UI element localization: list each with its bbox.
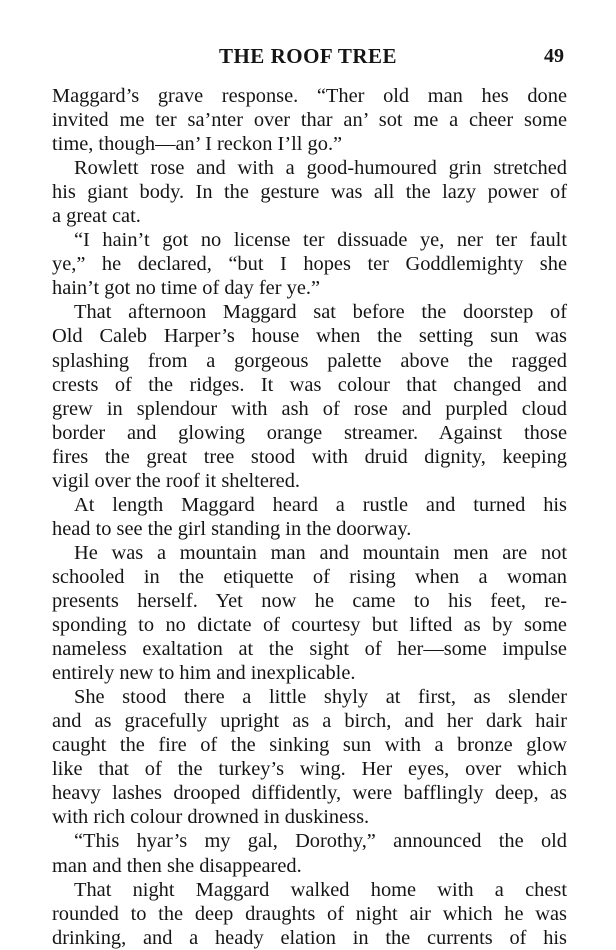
running-title: THE ROOF TREE xyxy=(218,44,398,68)
text-line: nameless exaltation at the sight of her—some impulse xyxy=(52,638,567,661)
text-line: his giant body. In the gesture was all the lazy power of xyxy=(52,181,567,204)
running-header xyxy=(0,44,616,74)
text-line: Rowlett rose and with a good-humoured grin stretched xyxy=(74,157,567,180)
text-line: splashing from a gorgeous palette above the ragged xyxy=(52,349,567,372)
text-line: crests of the ridges. It was colour that changed and xyxy=(52,373,567,396)
text-line: That night Maggard walked home with a chest xyxy=(74,878,567,901)
text-line: time, though—an’ I reckon I’ll go.” xyxy=(52,133,343,156)
text-line: head to see the girl standing in the doorway. xyxy=(52,517,412,540)
text-line: ye,” he declared, “but I hopes ter Goddlemighty she xyxy=(52,253,567,276)
text-line: caught the fire of the sinking sun with a bronze glow xyxy=(52,734,567,757)
body-text xyxy=(52,84,567,950)
text-line: vigil over the roof it sheltered. xyxy=(52,469,301,492)
text-line: That afternoon Maggard sat before the doorstep of xyxy=(74,301,567,324)
text-line: “This hyar’s my gal, Dorothy,” announced the old xyxy=(74,830,567,853)
text-line: She stood there a little shyly at first, as slender xyxy=(74,686,567,709)
text-line: man and then she disappeared. xyxy=(52,854,302,877)
text-line: Maggard’s grave response. “Ther old man hes done xyxy=(52,85,567,107)
text-line: He was a mountain man and mountain men are not xyxy=(74,541,567,564)
text-line: sponding to no dictate of courtesy but lifted as by some xyxy=(52,614,567,637)
text-line: At length Maggard heard a rustle and turned his xyxy=(74,493,567,516)
text-line: rounded to the deep draughts of night air which he was xyxy=(52,902,567,925)
text-line: heavy lashes drooped diffidently, were bafflingly deep, as xyxy=(52,782,567,805)
text-line: a great cat. xyxy=(52,205,141,228)
text-line: schooled in the etiquette of rising when a woman xyxy=(52,565,567,588)
text-line: with rich colour drowned in duskiness. xyxy=(52,806,370,829)
text-line: grew in splendour with ash of rose and purpled cloud xyxy=(52,397,567,420)
text-line: fires the great tree stood with druid dignity, keeping xyxy=(52,445,567,468)
text-line: Old Caleb Harper’s house when the setting sun was xyxy=(52,325,567,348)
text-line: presents herself. Yet now he came to his feet, re- xyxy=(52,589,567,612)
text-line: drinking, and a heady elation in the currents of his xyxy=(52,926,567,949)
text-line: and as gracefully upright as a birch, and her dark hair xyxy=(52,710,567,733)
text-line: like that of the turkey’s wing. Her eyes, over which xyxy=(52,758,567,781)
page-number: 49 xyxy=(544,45,564,67)
text-line: invited me ter sa’nter over thar an’ sot me a cheer some xyxy=(52,109,567,132)
text-line: “I hain’t got no license ter dissuade ye, ner ter fault xyxy=(74,229,567,252)
text-line: entirely new to him and inexplicable. xyxy=(52,662,356,685)
text-line: border and glowing orange streamer. Against those xyxy=(52,421,567,444)
text-line: hain’t got no time of day fer ye.” xyxy=(52,277,321,300)
